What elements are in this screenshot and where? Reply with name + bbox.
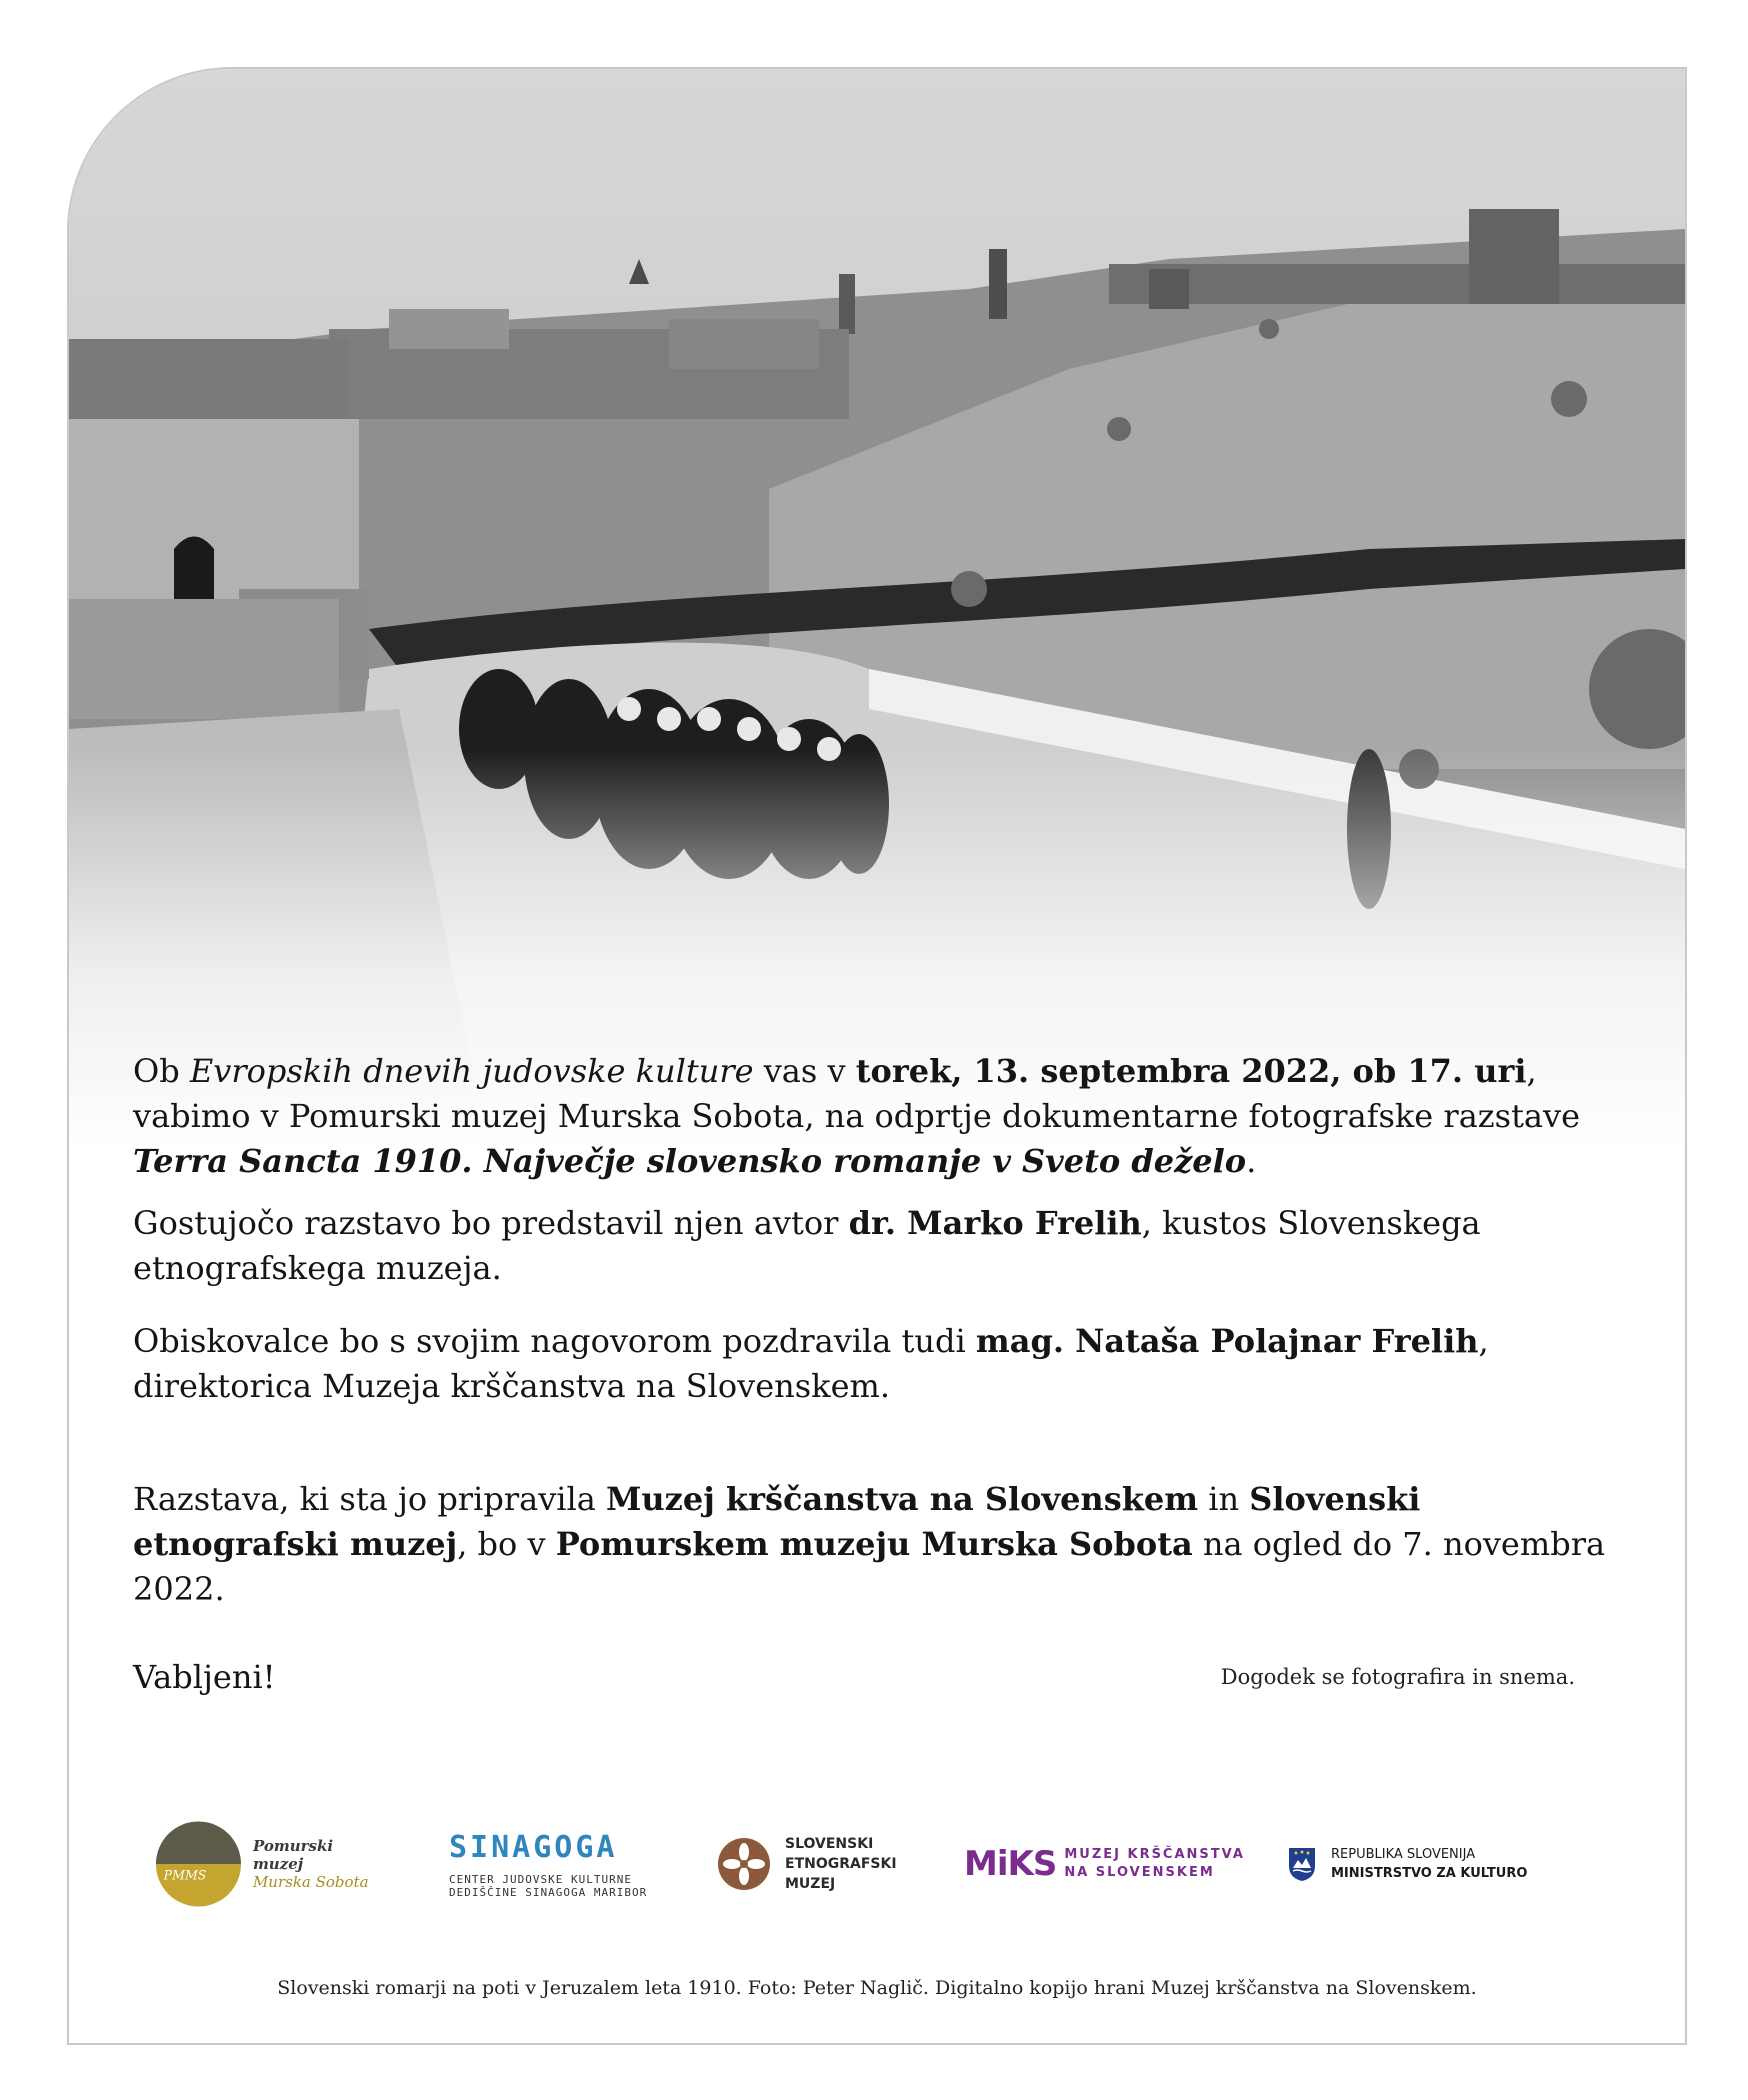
pmms-line2: Murska Sobota	[252, 1873, 369, 1891]
sinagoga-line2: DEDIŠČINE SINAGOGA MARIBOR	[449, 1885, 648, 1899]
closing-text: Vabljeni!	[133, 1658, 276, 1696]
invitation-paragraph-2: Gostujočo razstavo bo predstavil njen avtor dr. Marko Frelih, kustos Slovenskega etnografskega muzeja.	[133, 1204, 1481, 1287]
recording-note: Dogodek se fotografira in snema.	[1220, 1665, 1575, 1689]
pmms-line1: Pomurski muzej	[252, 1837, 334, 1873]
logo-miks	[964, 1809, 1254, 1919]
photo-caption: Slovenski romarji na poti v Jeruzalem leta 1910. Foto: Peter Naglič. Digitalno kopijo hrani Muzej krščanstva na Slovenskem.	[277, 1977, 1477, 1999]
miks-line1: MUZEJ KRŠČANSTVA	[1064, 1847, 1245, 1862]
sinagoga-line1: CENTER JUDOVSKE KULTURNE	[449, 1872, 632, 1886]
logo-sinagoga	[449, 1809, 699, 1919]
svg-text:PMMS: PMMS	[163, 1867, 207, 1883]
pmms-circle-icon	[154, 1818, 243, 1910]
invitation-paragraph-3: Obiskovalce bo s svojim nagovorom pozdravila tudi mag. Nataša Polajnar Frelih, direktorica Muzeja krščanstva na Slovenskem.	[133, 1322, 1489, 1405]
sem-flower-icon	[717, 1837, 771, 1891]
sem-line2: ETNOGRAFSKI	[785, 1856, 897, 1872]
miks-line2: NA SLOVENSKEM	[1064, 1865, 1215, 1880]
sem-line1: SLOVENSKI	[785, 1836, 874, 1852]
miks-mark: MiKS	[964, 1844, 1057, 1884]
invitation-paragraph-1: Ob Evropskih dnevih judovske kulture vas v torek, 13. septembra 2022, ob 17. uri, vabimo v Pomurski muzej Murska Sobota, na odprtje dokumentarne fotografske razstave Terra Sancta 1910. Največje slovensko romanje v Sveto deželo.	[133, 1052, 1581, 1180]
ministry-line2: MINISTRSTVO ZA KULTURO	[1331, 1866, 1528, 1881]
slovenia-coat-of-arms-icon	[1287, 1846, 1317, 1882]
partner-logos	[69, 1809, 1685, 1919]
logo-ministrstvo-za-kulturo	[1287, 1809, 1547, 1919]
invitation-paragraph-4: Razstava, ki sta jo pripravila Muzej krščanstva na Slovenskem in Slovenski etnografski muzej, bo v Pomurskem muzeju Murska Sobota na ogled do 7. novembra 2022.	[133, 1480, 1606, 1608]
invitation-card	[67, 67, 1687, 2045]
historical-photo-procession	[69, 69, 1685, 1149]
sem-line3: MUZEJ	[785, 1876, 836, 1892]
sinagoga-title: SINAGOGA	[449, 1829, 618, 1865]
logo-slovenski-etnografski-muzej	[717, 1809, 947, 1919]
logo-pomurski-muzej	[154, 1809, 384, 1919]
ministry-line1: REPUBLIKA SLOVENIJA	[1331, 1847, 1476, 1862]
